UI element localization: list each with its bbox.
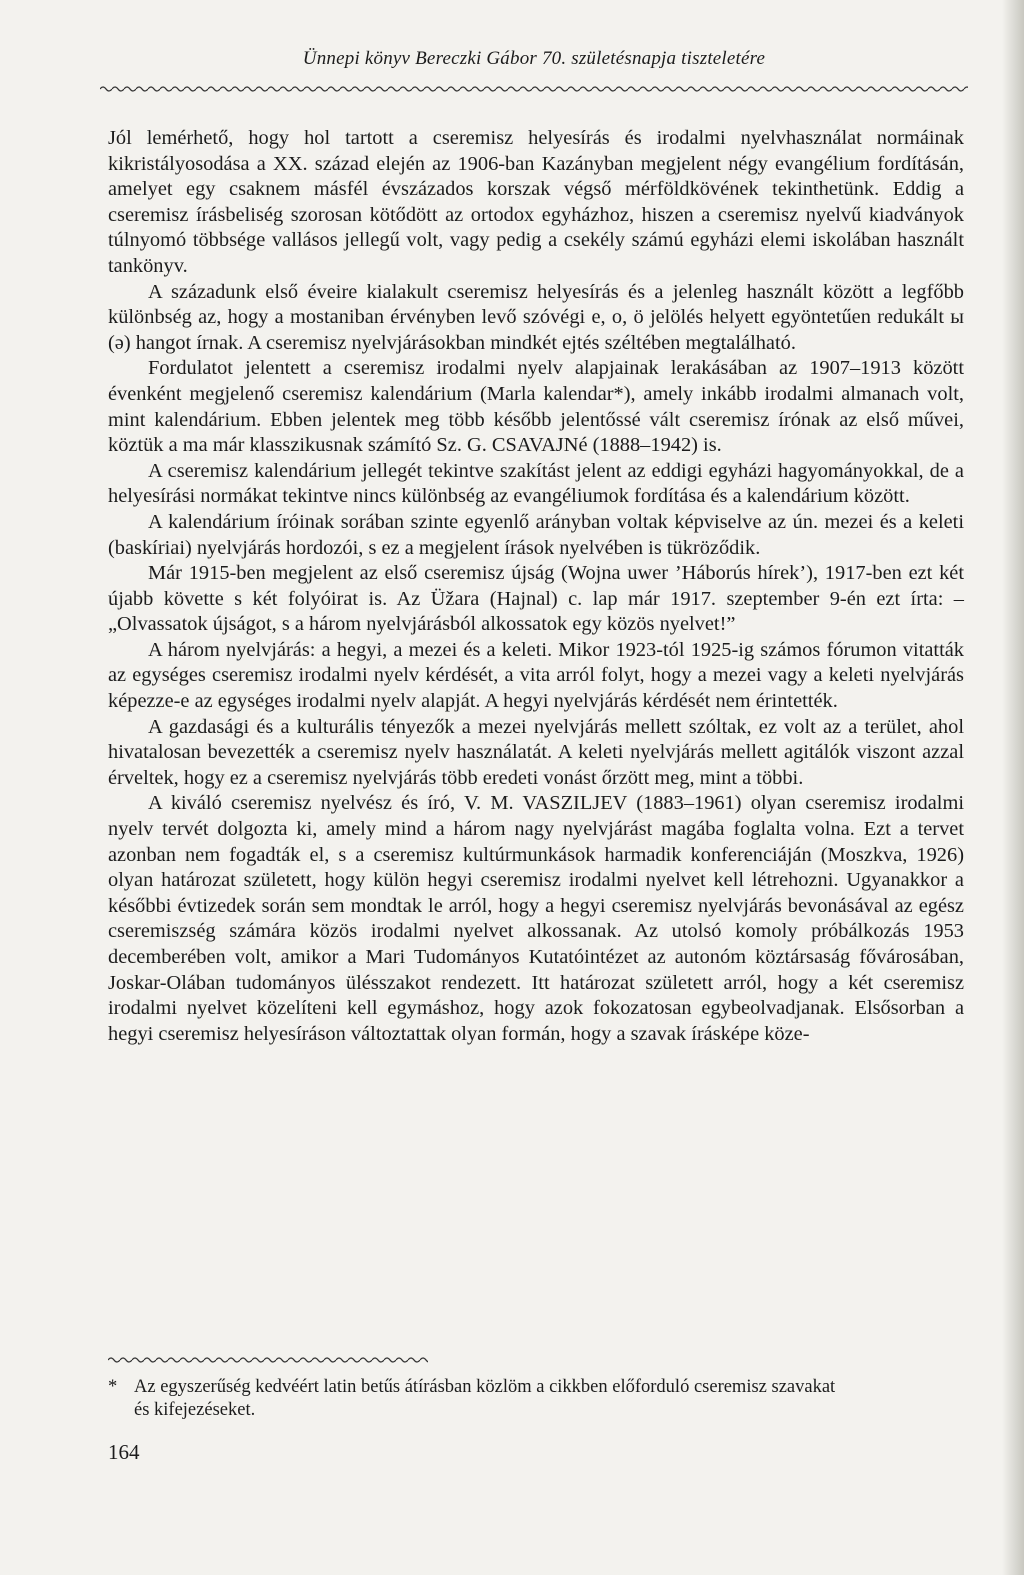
header-wavy-rule xyxy=(100,85,968,93)
footnote-text-1: Az egyszerűség kedvéért latin betűs átírásban közlöm a cikkben előforduló cseremisz szavakat xyxy=(134,1377,836,1397)
page-edge-shadow xyxy=(1002,0,1024,1575)
paragraph-3: Fordulatot jelentett a cseremisz irodalmi nyelv alapjainak lerakásában az 1907–1913 között évenként megjelenő cseremisz kalendárium (Marla kalendar*), amely inkább irodalmi almanach volt, mint kalendárium. Ebben jelentek meg több később jelentőssé vált cseremisz írónak az első művei, köztük a ma már klasszikusnak számító Sz. G. CSAVAJNé (1888–1942) is. xyxy=(108,357,964,457)
footnote-wavy-rule xyxy=(108,1356,428,1364)
footnote-mark: * xyxy=(108,1377,118,1397)
footnote-text-2: és kifejezéseket. xyxy=(134,1400,256,1420)
page-number: 164 xyxy=(108,1440,140,1464)
paragraph-4: A cseremisz kalendárium jellegét tekintve szakítást jelent az eddigi egyházi hagyományokkal, de a helyesírási normákat tekintve nincs különbség az evangéliumok fordítása és a kalendárium között. xyxy=(108,459,964,508)
main-text xyxy=(108,126,964,1047)
running-header: Ünnepi könyv Bereczki Gábor 70. születésnapja tiszteletére xyxy=(302,48,766,69)
footnote xyxy=(108,1376,964,1422)
paragraph-8: A gazdasági és a kulturális tényezők a mezei nyelvjárás mellett szóltak, ez volt az a terület, ahol hivatalosan bevezették a cseremisz nyelv használatát. A keleti nyelvjárás mellett agitálók viszont azzal érveltek, hogy ez a cseremisz nyelvjárás több eredeti vonást őrzött meg, mint a többi. xyxy=(108,715,964,789)
paragraph-1: Jól lemérhető, hogy hol tartott a cseremisz helyesírás és irodalmi nyelvhasználat normáinak kikristályosodása a XX. század elején az 1906-ban Kazányban megjelent négy evangélium fordításán, amelyet egy csaknem másfél évszázados korszak végső mérföldkövének tekinthetünk. Eddig a cseremisz írásbeliség szorosan kötődött az ortodox egyházhoz, hiszen a cseremisz nyelvű kiadványok túlnyomó többsége vallásos jellegű volt, vagy pedig a csekély számú egyházi elemi iskolában használt tankönyv. xyxy=(108,127,964,277)
paragraph-2: A századunk első éveire kialakult cseremisz helyesírás és a jelenleg használt között a legfőbb különbség az, hogy a mostaniban érvényben levő szóvégi e, o, ö jelölés helyett egyöntetűen redukált ы (ə) hangot írnak. A cseremisz nyelvjárásokban mindkét ejtés széltében megtalálható. xyxy=(108,280,964,354)
paragraph-7: A három nyelvjárás: a hegyi, a mezei és a keleti. Mikor 1923-tól 1925-ig számos fórumon vitatták az egységes cseremisz irodalmi nyelv kérdését, a vita arról folyt, hogy a mezei vagy a keleti nyelvjárás képezze-e az egységes irodalmi nyelv alapját. A hegyi nyelvjárás kérdését nem érintették. xyxy=(108,638,964,713)
footnote-line-1 xyxy=(108,1376,964,1399)
paragraph-5: A kalendárium íróinak sorában szinte egyenlő arányban voltak képviselve az ún. mezei és a keleti (baskíriai) nyelvjárás hordozói, s ez a megjelent írások nyelvében is tükröződik. xyxy=(108,510,964,559)
paragraph-9: A kiváló cseremisz nyelvész és író, V. M. VASZILJEV (1883–1961) olyan cseremisz irodalmi nyelv tervét dolgozta ki, amely mind a három nagy nyelvjárást magába foglalta volna. Ezt a tervet azonban nem fogadták el, s a cseremisz kultúrmunkások harmadik konferenciáján (Moszkva, 1926) olyan határozat született, hogy külön hegyi cseremisz irodalmi nyelvet kell létrehozni. Ugyanakkor a későbbi évtizedek során sem mondtak le arról, hogy a hegyi cseremisz nyelvjárás bevonásával az egész cseremiszség számára közös irodalmi nyelvet alkossanak. Az utolsó komoly próbálkozás 1953 decemberében volt, amikor a Mari Tudományos Kutatóintézet az autonóm köztársaság fővárosában, Joskar-Olában tudományos ülésszakot rendezett. Itt határozat született arról, hogy a két cseremisz irodalmi nyelvet közelíteni kell egymáshoz, hogy azok fokozatosan egybeolvadjanak. Elsősorban a hegyi cseremisz helyesíráson változtattak olyan formán, hogy a szavak írásképe köze- xyxy=(108,792,964,1045)
paragraph-6: Már 1915-ben megjelent az első cseremisz újság (Wojna uwer ’Háborús hírek’), 1917-ben ezt két újabb követte s két folyóirat is. Az Üžara (Hajnal) c. lap már 1917. szeptember 9-én ezt írta: – „Olvassatok újságot, s a három nyelvjárásból alkossatok egy közös nyelvet!” xyxy=(108,562,964,636)
